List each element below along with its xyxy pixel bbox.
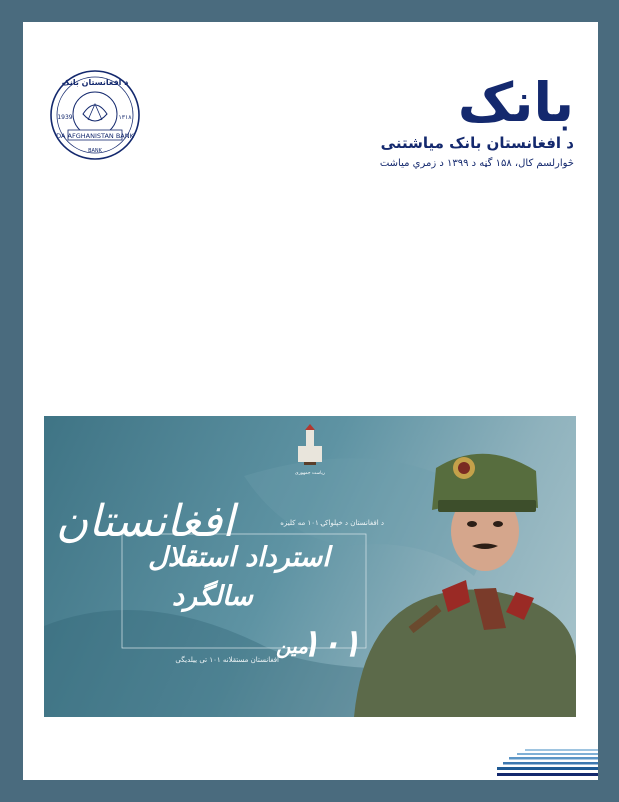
- script-word-afghanistan: افغانستان: [56, 496, 235, 547]
- svg-text:BANK: BANK: [88, 148, 102, 154]
- masthead: [379, 71, 574, 169]
- magazine-subtitle: د افغانستان بانک میاشتنی: [380, 134, 574, 152]
- magazine-cover: [23, 22, 598, 780]
- emblem-label: ریاست جمهوری: [295, 471, 325, 476]
- anniversary-number: ۱۰۱: [300, 620, 362, 665]
- banner-title-line1: استرداد استقلال: [148, 542, 330, 573]
- banner-caption-top: د افغانستان د خپلواکۍ ۱۰۱ مه کلیزه: [280, 519, 384, 527]
- seal-year-right: ۱۳۱۸: [118, 114, 132, 121]
- issue-line: څوارلسم کال، ۱۵۸ گڼه د ۱۳۹۹ د زمري میاشت: [379, 158, 574, 169]
- da-afghanistan-bank-seal: [48, 68, 142, 162]
- independence-anniversary-banner: [44, 416, 576, 717]
- banner-caption-bottom: افغانستان مستقلانه ۱۰۱ تی ییلدیگی: [175, 656, 279, 664]
- seal-year-left: 1939: [57, 114, 73, 121]
- seal-latin-name: DA AFGHANISTAN BANK: [56, 132, 134, 140]
- decorative-stripes: [497, 748, 598, 778]
- anniversary-suffix: مین: [276, 634, 308, 658]
- banner-title-line2: سالگرد: [172, 581, 253, 612]
- seal-script-name: د افغانستان بانک: [61, 78, 129, 87]
- magazine-brand-title: بانک: [457, 71, 574, 134]
